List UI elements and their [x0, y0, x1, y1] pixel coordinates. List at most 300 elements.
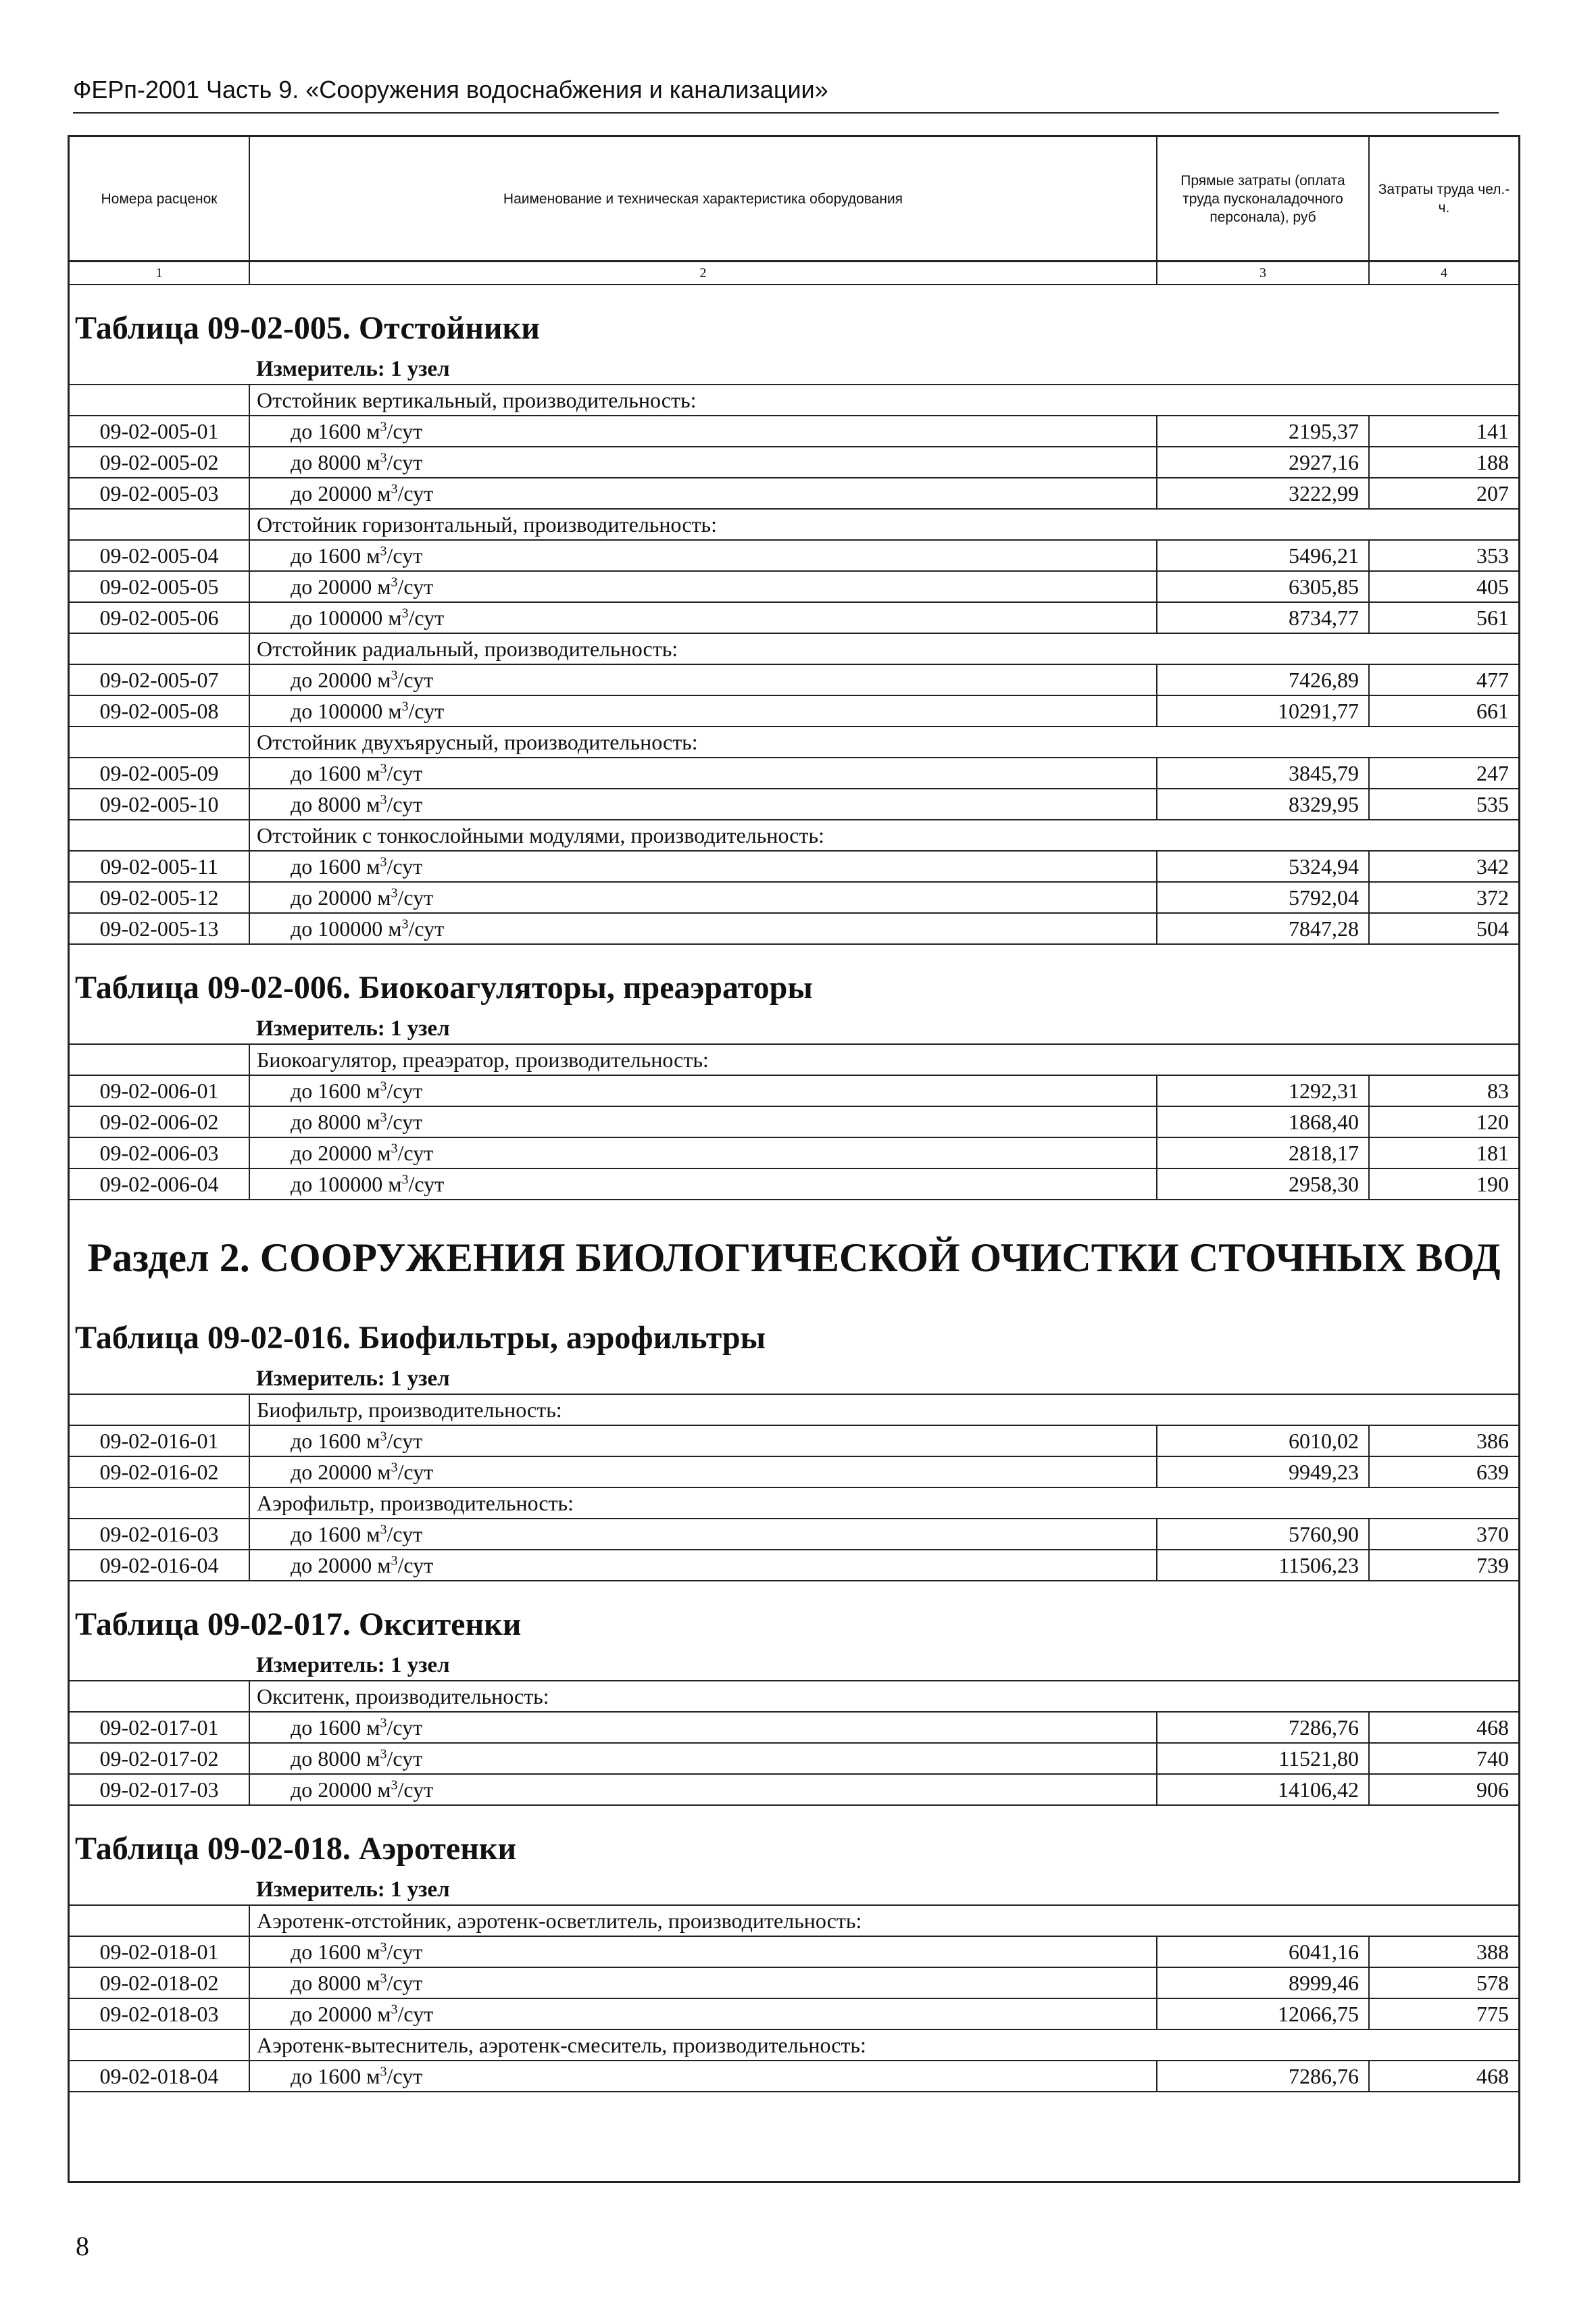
capacity-unit: м [377, 481, 391, 506]
group-heading-row [70, 727, 1518, 758]
capacity-value: до 1600 [291, 1715, 361, 1740]
group-heading: Отстойник горизонтальный, производительность: [249, 509, 1518, 540]
direct-cost: 8999,46 [1157, 1967, 1369, 1998]
group-code-cell [70, 1906, 249, 1936]
group-heading: Отстойник двухъярусный, производительность: [249, 727, 1518, 758]
price-table-section [70, 1806, 1518, 2092]
column-number: 4 [1369, 262, 1518, 285]
table-row [70, 447, 1518, 478]
capacity-unit-period: /сут [397, 2002, 434, 2026]
capacity-cell [249, 2061, 1157, 2092]
direct-cost: 2927,16 [1157, 447, 1369, 478]
labor-hours: 561 [1369, 602, 1518, 633]
direct-cost: 3845,79 [1157, 758, 1369, 789]
group-code-cell [70, 633, 249, 664]
capacity-unit-period: /сут [397, 885, 434, 910]
capacity-unit-period: /сут [386, 419, 423, 443]
capacity-value: до 100000 [291, 699, 383, 723]
table-row [70, 1456, 1518, 1487]
group-code-cell [70, 1681, 249, 1712]
column-header-row [70, 137, 1518, 262]
capacity-unit-exponent: 3 [380, 419, 387, 435]
group-heading-row [70, 1487, 1518, 1519]
measurement-unit: Измеритель: 1 узел [70, 1365, 1518, 1395]
group-heading: Аэротенк-вытеснитель, аэротенк-смеситель, производительность: [249, 2029, 1518, 2061]
capacity-unit: м [377, 1460, 391, 1484]
table-row [70, 1075, 1518, 1106]
capacity-unit-exponent: 3 [380, 1746, 387, 1762]
capacity-unit-period: /сут [386, 1715, 423, 1740]
table-row [70, 664, 1518, 695]
capacity-unit: м [377, 574, 391, 599]
table-title: Таблица 09-02-005. Отстойники [75, 310, 540, 346]
measurement-unit: Измеритель: 1 узел [70, 1652, 1518, 1681]
rate-code: 09-02-005-10 [70, 789, 249, 820]
capacity-unit-exponent: 3 [380, 1971, 387, 1986]
rate-code: 09-02-018-04 [70, 2061, 249, 2092]
capacity-value: до 20000 [291, 1460, 372, 1484]
capacity-unit: м [377, 1553, 391, 1577]
labor-hours: 372 [1369, 882, 1518, 913]
column-number: 1 [70, 262, 249, 285]
direct-cost: 6010,02 [1157, 1425, 1369, 1456]
capacity-unit-period: /сут [386, 761, 423, 785]
rate-code: 09-02-017-01 [70, 1712, 249, 1743]
capacity-unit: м [366, 792, 380, 816]
group-code-cell [70, 820, 249, 851]
group-heading-row [70, 633, 1518, 664]
table-row [70, 416, 1518, 447]
capacity-value: до 100000 [291, 1172, 383, 1196]
price-table-section [70, 285, 1518, 945]
group-heading-row [70, 820, 1518, 851]
capacity-cell [249, 1998, 1157, 2029]
group-heading: Аэрофильтр, производительность: [249, 1487, 1518, 1519]
direct-cost: 10291,77 [1157, 695, 1369, 727]
rate-code: 09-02-018-02 [70, 1967, 249, 1998]
table-row [70, 571, 1518, 602]
capacity-unit: м [388, 916, 402, 941]
capacity-unit: м [388, 606, 402, 630]
section-2-title: Раздел 2. СООРУЖЕНИЯ БИОЛОГИЧЕСКОЙ ОЧИСТКИ СТОЧНЫХ ВОД [87, 1235, 1501, 1280]
labor-hours: 740 [1369, 1743, 1518, 1774]
capacity-value: до 1600 [291, 761, 361, 785]
table-row [70, 1168, 1518, 1200]
price-table-frame [68, 135, 1520, 2183]
capacity-unit-period: /сут [386, 1971, 423, 1995]
capacity-value: до 20000 [291, 2002, 372, 2026]
labor-hours: 388 [1369, 1936, 1518, 1967]
labor-hours: 207 [1369, 478, 1518, 509]
rate-code: 09-02-017-02 [70, 1743, 249, 1774]
capacity-cell [249, 1106, 1157, 1137]
group-code-cell [70, 1045, 249, 1075]
capacity-unit-period: /сут [397, 481, 434, 506]
labor-hours: 190 [1369, 1168, 1518, 1200]
measurement-unit: Измеритель: 1 узел [70, 1015, 1518, 1045]
direct-cost: 5496,21 [1157, 540, 1369, 571]
table-row [70, 1519, 1518, 1550]
capacity-unit-period: /сут [408, 1172, 445, 1196]
capacity-unit-period: /сут [386, 792, 423, 816]
table-row [70, 1137, 1518, 1168]
capacity-unit-period: /сут [386, 1940, 423, 1964]
capacity-unit-period: /сут [386, 2064, 423, 2088]
group-heading: Окситенк, производительность: [249, 1681, 1518, 1712]
capacity-unit-period: /сут [397, 668, 434, 692]
capacity-unit-period: /сут [386, 1079, 423, 1103]
capacity-unit-exponent: 3 [380, 761, 387, 777]
capacity-unit-exponent: 3 [380, 1522, 387, 1537]
labor-hours: 477 [1369, 664, 1518, 695]
capacity-unit-period: /сут [386, 854, 423, 879]
capacity-unit-exponent: 3 [391, 2002, 398, 2017]
labor-hours: 120 [1369, 1106, 1518, 1137]
capacity-unit-exponent: 3 [380, 2064, 387, 2079]
labor-hours: 141 [1369, 416, 1518, 447]
table-row [70, 1712, 1518, 1743]
capacity-value: до 8000 [291, 1110, 361, 1134]
capacity-value: до 1600 [291, 1429, 361, 1453]
labor-hours: 405 [1369, 571, 1518, 602]
direct-cost: 3222,99 [1157, 478, 1369, 509]
capacity-unit-exponent: 3 [391, 1553, 398, 1569]
table-row [70, 1550, 1518, 1581]
capacity-unit-period: /сут [397, 574, 434, 599]
capacity-cell [249, 1456, 1157, 1487]
table-title: Таблица 09-02-016. Биофильтры, аэрофильтры [75, 1320, 766, 1356]
capacity-value: до 20000 [291, 481, 372, 506]
table-row [70, 1425, 1518, 1456]
labor-hours: 468 [1369, 1712, 1518, 1743]
rate-code: 09-02-006-03 [70, 1137, 249, 1168]
table-title: Таблица 09-02-018. Аэротенки [75, 1831, 517, 1867]
table-row [70, 1106, 1518, 1137]
direct-cost: 7286,76 [1157, 1712, 1369, 1743]
capacity-value: до 1600 [291, 1079, 361, 1103]
capacity-unit-period: /сут [386, 1110, 423, 1134]
capacity-unit: м [366, 450, 380, 474]
labor-hours: 739 [1369, 1550, 1518, 1581]
group-code-cell [70, 2029, 249, 2061]
direct-cost: 2958,30 [1157, 1168, 1369, 1200]
capacity-cell [249, 447, 1157, 478]
group-heading: Аэротенк-отстойник, аэротенк-осветлитель, производительность: [249, 1906, 1518, 1936]
direct-cost: 2818,17 [1157, 1137, 1369, 1168]
capacity-unit: м [377, 668, 391, 692]
column-number: 3 [1157, 262, 1369, 285]
capacity-unit-period: /сут [386, 1746, 423, 1771]
labor-hours: 188 [1369, 447, 1518, 478]
capacity-cell [249, 913, 1157, 944]
capacity-unit-period: /сут [397, 1553, 434, 1577]
capacity-unit-exponent: 3 [380, 1429, 387, 1444]
capacity-value: до 8000 [291, 792, 361, 816]
capacity-cell [249, 1425, 1157, 1456]
direct-cost: 8329,95 [1157, 789, 1369, 820]
direct-cost: 8734,77 [1157, 602, 1369, 633]
measurement-unit: Измеритель: 1 узел [70, 1876, 1518, 1906]
capacity-value: до 20000 [291, 668, 372, 692]
capacity-unit-exponent: 3 [380, 1079, 387, 1094]
capacity-unit-exponent: 3 [380, 450, 387, 466]
capacity-cell [249, 882, 1157, 913]
capacity-cell [249, 1550, 1157, 1581]
capacity-unit-period: /сут [397, 1141, 434, 1165]
capacity-unit: м [377, 2002, 391, 2026]
table-row [70, 2061, 1518, 2092]
labor-hours: 504 [1369, 913, 1518, 944]
price-table [70, 1045, 1518, 1200]
rate-code: 09-02-005-07 [70, 664, 249, 695]
measurement-unit: Измеритель: 1 узел [70, 355, 1518, 385]
table-row [70, 602, 1518, 633]
group-heading-row [70, 1681, 1518, 1712]
capacity-unit-period: /сут [408, 916, 445, 941]
capacity-unit-period: /сут [386, 450, 423, 474]
rate-code: 09-02-018-01 [70, 1936, 249, 1967]
table-title: Таблица 09-02-006. Биокоагуляторы, преаэраторы [75, 970, 813, 1006]
capacity-unit-period: /сут [397, 1777, 434, 1802]
direct-cost: 11521,80 [1157, 1743, 1369, 1774]
column-number: 2 [249, 262, 1157, 285]
capacity-value: до 20000 [291, 1553, 372, 1577]
capacity-cell [249, 1712, 1157, 1743]
rate-code: 09-02-018-03 [70, 1998, 249, 2029]
direct-cost: 14106,42 [1157, 1774, 1369, 1805]
capacity-unit: м [377, 1141, 391, 1165]
capacity-unit-exponent: 3 [391, 574, 398, 590]
table-row [70, 758, 1518, 789]
capacity-value: до 1600 [291, 543, 361, 568]
capacity-cell [249, 416, 1157, 447]
capacity-cell [249, 758, 1157, 789]
group-code-cell [70, 509, 249, 540]
capacity-value: до 1600 [291, 1940, 361, 1964]
capacity-value: до 8000 [291, 450, 361, 474]
column-number-row [70, 262, 1518, 285]
capacity-value: до 100000 [291, 606, 383, 630]
capacity-cell [249, 695, 1157, 727]
column-header-labor: Затраты труда чел.-ч. [1369, 137, 1518, 262]
group-heading-row [70, 2029, 1518, 2061]
capacity-cell [249, 602, 1157, 633]
page-number: 8 [76, 2231, 89, 2261]
group-heading-row [70, 385, 1518, 416]
capacity-cell [249, 1774, 1157, 1805]
capacity-cell [249, 1519, 1157, 1550]
capacity-cell [249, 664, 1157, 695]
capacity-unit: м [388, 699, 402, 723]
direct-cost: 11506,23 [1157, 1550, 1369, 1581]
direct-cost: 5760,90 [1157, 1519, 1369, 1550]
price-table [70, 385, 1518, 945]
group-heading: Отстойник радиальный, производительность: [249, 633, 1518, 664]
capacity-unit-period: /сут [408, 606, 445, 630]
direct-cost: 5324,94 [1157, 851, 1369, 882]
rate-code: 09-02-006-02 [70, 1106, 249, 1137]
capacity-unit: м [377, 885, 391, 910]
table-row [70, 851, 1518, 882]
labor-hours: 353 [1369, 540, 1518, 571]
capacity-unit: м [366, 854, 380, 879]
capacity-value: до 1600 [291, 419, 361, 443]
labor-hours: 535 [1369, 789, 1518, 820]
price-table-section [70, 945, 1518, 1200]
price-table-section [70, 1581, 1518, 1806]
group-heading: Отстойник вертикальный, производительность: [249, 385, 1518, 416]
capacity-cell [249, 1168, 1157, 1200]
capacity-unit: м [366, 1940, 380, 1964]
capacity-unit-exponent: 3 [380, 543, 387, 559]
capacity-unit-exponent: 3 [380, 792, 387, 808]
direct-cost: 5792,04 [1157, 882, 1369, 913]
rate-code: 09-02-016-04 [70, 1550, 249, 1581]
table-row [70, 1774, 1518, 1805]
table-row [70, 540, 1518, 571]
capacity-unit-exponent: 3 [380, 1715, 387, 1731]
capacity-unit: м [366, 1110, 380, 1134]
group-heading-row [70, 1395, 1518, 1425]
capacity-unit: м [388, 1172, 402, 1196]
capacity-cell [249, 540, 1157, 571]
direct-cost: 7847,28 [1157, 913, 1369, 944]
group-heading-row [70, 509, 1518, 540]
group-code-cell [70, 385, 249, 416]
rate-code: 09-02-005-13 [70, 913, 249, 944]
table-row [70, 1936, 1518, 1967]
labor-hours: 181 [1369, 1137, 1518, 1168]
capacity-value: до 1600 [291, 2064, 361, 2088]
rate-code: 09-02-005-05 [70, 571, 249, 602]
capacity-unit-exponent: 3 [401, 916, 409, 932]
group-heading-row [70, 1906, 1518, 1936]
rate-code: 09-02-005-03 [70, 478, 249, 509]
capacity-unit-exponent: 3 [391, 481, 398, 497]
direct-cost: 6305,85 [1157, 571, 1369, 602]
capacity-unit-exponent: 3 [401, 1172, 409, 1187]
group-heading: Отстойник с тонкослойными модулями, производительность: [249, 820, 1518, 851]
capacity-value: до 20000 [291, 1777, 372, 1802]
capacity-unit: м [377, 1777, 391, 1802]
rate-code: 09-02-006-01 [70, 1075, 249, 1106]
capacity-unit-period: /сут [408, 699, 445, 723]
capacity-unit-exponent: 3 [380, 854, 387, 870]
capacity-value: до 1600 [291, 1522, 361, 1546]
labor-hours: 775 [1369, 1998, 1518, 2029]
capacity-unit: м [366, 1429, 380, 1453]
table-row [70, 789, 1518, 820]
capacity-unit: м [366, 761, 380, 785]
capacity-unit: м [366, 1971, 380, 1995]
labor-hours: 578 [1369, 1967, 1518, 1998]
price-table [70, 1395, 1518, 1581]
capacity-unit-period: /сут [397, 1460, 434, 1484]
direct-cost: 2195,37 [1157, 416, 1369, 447]
group-heading-row [70, 1045, 1518, 1075]
direct-cost: 12066,75 [1157, 1998, 1369, 2029]
labor-hours: 386 [1369, 1425, 1518, 1456]
table-row [70, 1967, 1518, 1998]
capacity-unit: м [366, 1079, 380, 1103]
group-code-cell [70, 1395, 249, 1425]
column-header-direct-cost: Прямые затраты (оплата труда пусконаладочного персонала), руб [1157, 137, 1369, 262]
running-header: ФЕРп-2001 Часть 9. «Сооружения водоснабжения и канализации» [73, 73, 1499, 114]
direct-cost: 6041,16 [1157, 1936, 1369, 1967]
direct-cost: 7286,76 [1157, 2061, 1369, 2092]
group-code-cell [70, 727, 249, 758]
capacity-value: до 20000 [291, 574, 372, 599]
rate-code: 09-02-005-09 [70, 758, 249, 789]
table-row [70, 695, 1518, 727]
capacity-unit-exponent: 3 [391, 1141, 398, 1156]
capacity-unit: м [366, 419, 380, 443]
group-code-cell [70, 1487, 249, 1519]
direct-cost: 7426,89 [1157, 664, 1369, 695]
rate-code: 09-02-005-02 [70, 447, 249, 478]
table-row [70, 913, 1518, 944]
labor-hours: 468 [1369, 2061, 1518, 2092]
section-1-tables [70, 285, 1518, 1200]
group-heading: Биокоагулятор, преаэратор, производительность: [249, 1045, 1518, 1075]
price-table [70, 1906, 1518, 2092]
capacity-value: до 8000 [291, 1746, 361, 1771]
rate-code: 09-02-016-03 [70, 1519, 249, 1550]
capacity-value: до 100000 [291, 916, 383, 941]
table-title: Таблица 09-02-017. Окситенки [75, 1606, 522, 1642]
labor-hours: 906 [1369, 1774, 1518, 1805]
group-heading: Биофильтр, производительность: [249, 1395, 1518, 1425]
table-row [70, 478, 1518, 509]
capacity-unit: м [366, 1522, 380, 1546]
capacity-unit-period: /сут [386, 1429, 423, 1453]
capacity-cell [249, 851, 1157, 882]
rate-code: 09-02-005-12 [70, 882, 249, 913]
capacity-cell [249, 1075, 1157, 1106]
capacity-cell [249, 1743, 1157, 1774]
rate-code: 09-02-005-01 [70, 416, 249, 447]
capacity-unit: м [366, 543, 380, 568]
table-row [70, 882, 1518, 913]
rate-code: 09-02-017-03 [70, 1774, 249, 1805]
direct-cost: 1868,40 [1157, 1106, 1369, 1137]
rate-code: 09-02-005-08 [70, 695, 249, 727]
direct-cost: 1292,31 [1157, 1075, 1369, 1106]
labor-hours: 83 [1369, 1075, 1518, 1106]
table-row [70, 1998, 1518, 2029]
labor-hours: 370 [1369, 1519, 1518, 1550]
capacity-unit-exponent: 3 [401, 699, 409, 714]
capacity-unit: м [366, 2064, 380, 2088]
rate-code: 09-02-005-06 [70, 602, 249, 633]
labor-hours: 247 [1369, 758, 1518, 789]
rate-code: 09-02-006-04 [70, 1168, 249, 1200]
table-row [70, 1743, 1518, 1774]
capacity-value: до 20000 [291, 885, 372, 910]
capacity-unit-exponent: 3 [380, 1940, 387, 1955]
price-table [70, 1681, 1518, 1806]
labor-hours: 342 [1369, 851, 1518, 882]
capacity-unit-exponent: 3 [391, 1460, 398, 1475]
capacity-cell [249, 789, 1157, 820]
section-2-tables [70, 1295, 1518, 2092]
capacity-unit-exponent: 3 [391, 885, 398, 901]
capacity-unit-exponent: 3 [401, 606, 409, 621]
rate-code: 09-02-016-01 [70, 1425, 249, 1456]
direct-cost: 9949,23 [1157, 1456, 1369, 1487]
capacity-unit-exponent: 3 [391, 668, 398, 683]
price-table-section [70, 1295, 1518, 1581]
